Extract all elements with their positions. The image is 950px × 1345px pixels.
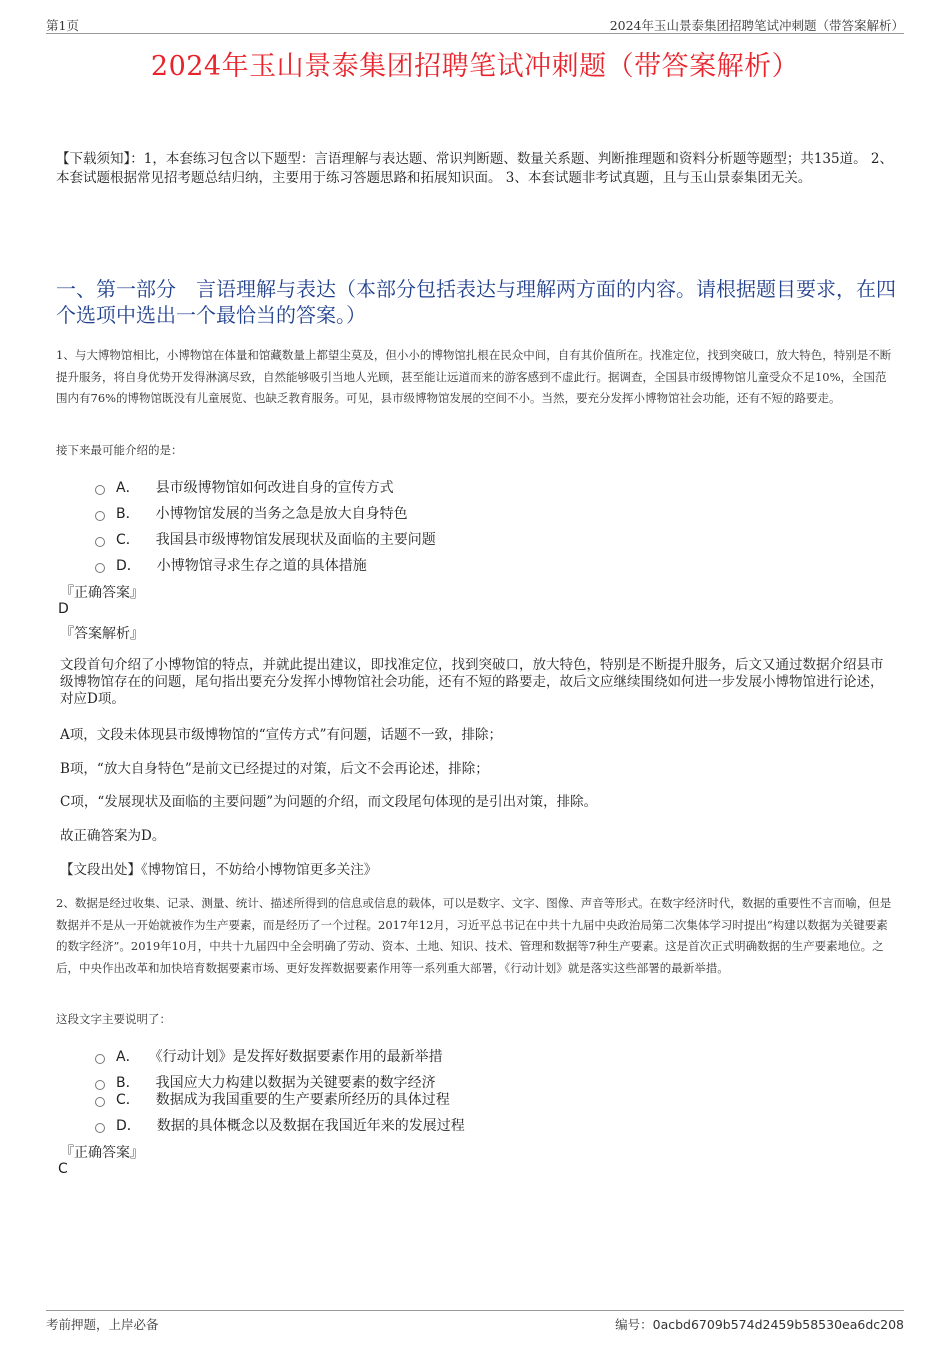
question-2-answer-label: 『正确答案』 [60, 1145, 144, 1161]
question-2-text: 2、数据是经过收集、记录、测量、统计、描述所得到的信息或信息的载体，可以是数字、文字、图像、声音等形式。在数字经济时代，数据的重要性不言而喻，但是数据并不是从一开始就被作为生产要素，而是经历了一个过程。2017年12月，习近平总书记在中共十九届中央政治局第二次集体学习时提出“构建以数据为关键要素的数字经济”。2019年10月，中共十九届四中全会明确了劳动、资本、土地、知识、技术、管理和数据等7种生产要素。这是首次正式明确数据的生产要素地位。之后，中央作出改革和加快培育数据要素市场、更好发挥数据要素作用等一系列重大部署，《行动计划》就是落实这些部署的最新举措。 [56, 896, 892, 975]
question-2-option-c[interactable]: C． 数据成为我国重要的生产要素所经历的具体过程 [95, 1089, 450, 1109]
footer-code [615, 1315, 904, 1333]
footer-slogan: 考前押题，上岸必备 [46, 1317, 159, 1332]
question-2-answer: C [58, 1161, 68, 1177]
question-1-answer-label: 『正确答案』 [60, 585, 144, 601]
question-1-analysis-paragraph: 文段首句介绍了小博物馆的特点，并就此提出建议，即找准定位，找到突破口，放大特色，特别是不断提升服务，后文又通过数据介绍县市级博物馆存在的问题，尾句指出要充分发挥小博物馆社会功能，还有不短的路要走，故后文应继续围绕如何进一步发展小博物馆进行论述，对应D项。 [60, 657, 884, 707]
question-2-option-a[interactable]: A． 《行动计划》是发挥好数据要素作用的最新举措 [95, 1046, 443, 1066]
question-1-text: 1、与大博物馆相比，小博物馆在体量和馆藏数量上都望尘莫及，但小小的博物馆扎根在民众中间，自有其价值所在。找准定位，找到突破口，放大特色，特别是不断提升服务，将自身优势开发得淋漓尽致，自然能够吸引当地人光顾，甚至能让远道而来的游客感到不虚此行。据调查，全国县市级博物馆儿童受众不足10%，全国范围内有76%的博物馆既没有儿童展览、也缺乏教育服务。可见，县市级博物馆发展的空间不小。当然，要充分发挥小博物馆社会功能，还有不短的路要走。 [56, 348, 892, 405]
question-1-prompt: 接下来最可能介绍的是： [56, 443, 183, 457]
question-1-option-b[interactable]: B． 小博物馆发展的当务之急是放大自身特色 [95, 503, 408, 523]
question-1-analysis-a: A项，文段未体现县市级博物馆的“宣传方式”有问题，话题不一致，排除； [60, 727, 503, 743]
download-notice: 【下载须知】：1，本套练习包含以下题型：言语理解与表达题、常识判断题、数量关系题、判断推理题和资料分析题等题型；共135道。 2、本套试题根据常见招考题总结归纳，主要用于练习答题思路和拓展知识面。 3、本套试题非考试真题，且与玉山景泰集团无关。 [56, 151, 893, 186]
page-footer [46, 1310, 904, 1334]
question-1-analysis-label: 『答案解析』 [60, 626, 144, 642]
radio-icon[interactable] [95, 485, 105, 495]
radio-icon[interactable] [95, 1123, 105, 1133]
radio-icon[interactable] [95, 537, 105, 547]
question-1-analysis-c: C项，“发展现状及面临的主要问题”为问题的介绍，而文段尾句体现的是引出对策，排除。 [60, 794, 598, 810]
radio-icon[interactable] [95, 1097, 105, 1107]
question-1-answer: D [58, 601, 69, 617]
question-1-option-d[interactable]: D． 小博物馆寻求生存之道的具体措施 [95, 555, 367, 575]
question-1-source: 【文段出处】《博物馆日，不妨给小博物馆更多关注》 [60, 862, 378, 878]
question-1-analysis-b: B项，“放大自身特色”是前文已经提过的对策，后文不会再论述，排除； [60, 761, 489, 777]
question-2-prompt: 这段文字主要说明了： [56, 1012, 171, 1026]
question-2-option-d[interactable]: D． 数据的具体概念以及数据在我国近年来的发展过程 [95, 1115, 465, 1135]
footer-code-label: 编号： [615, 1317, 653, 1332]
page-header [46, 14, 904, 34]
question-1-conclusion: 故正确答案为D。 [60, 828, 166, 844]
radio-icon[interactable] [95, 1054, 105, 1064]
page-number: 第1页 [46, 18, 79, 33]
question-1-option-a[interactable]: A． 县市级博物馆如何改进自身的宣传方式 [95, 477, 394, 497]
footer-code-value: 0acbd6709b574d2459b58530ea6dc208 [652, 1317, 904, 1332]
question-1-option-c[interactable]: C． 我国县市级博物馆发展现状及面临的主要问题 [95, 529, 436, 549]
radio-icon[interactable] [95, 511, 105, 521]
header-doc-title: 2024年玉山景泰集团招聘笔试冲刺题（带答案解析） [609, 18, 904, 33]
radio-icon[interactable] [95, 563, 105, 573]
section-heading: 一、第一部分 言语理解与表达（本部分包括表达与理解两方面的内容。请根据题目要求，在四个选项中选出一个最恰当的答案。） [56, 277, 896, 327]
question-2-option-b[interactable]: B． 我国应大力构建以数据为关键要素的数字经济 [95, 1072, 436, 1092]
document-title: 2024年玉山景泰集团招聘笔试冲刺题（带答案解析） [150, 51, 800, 82]
